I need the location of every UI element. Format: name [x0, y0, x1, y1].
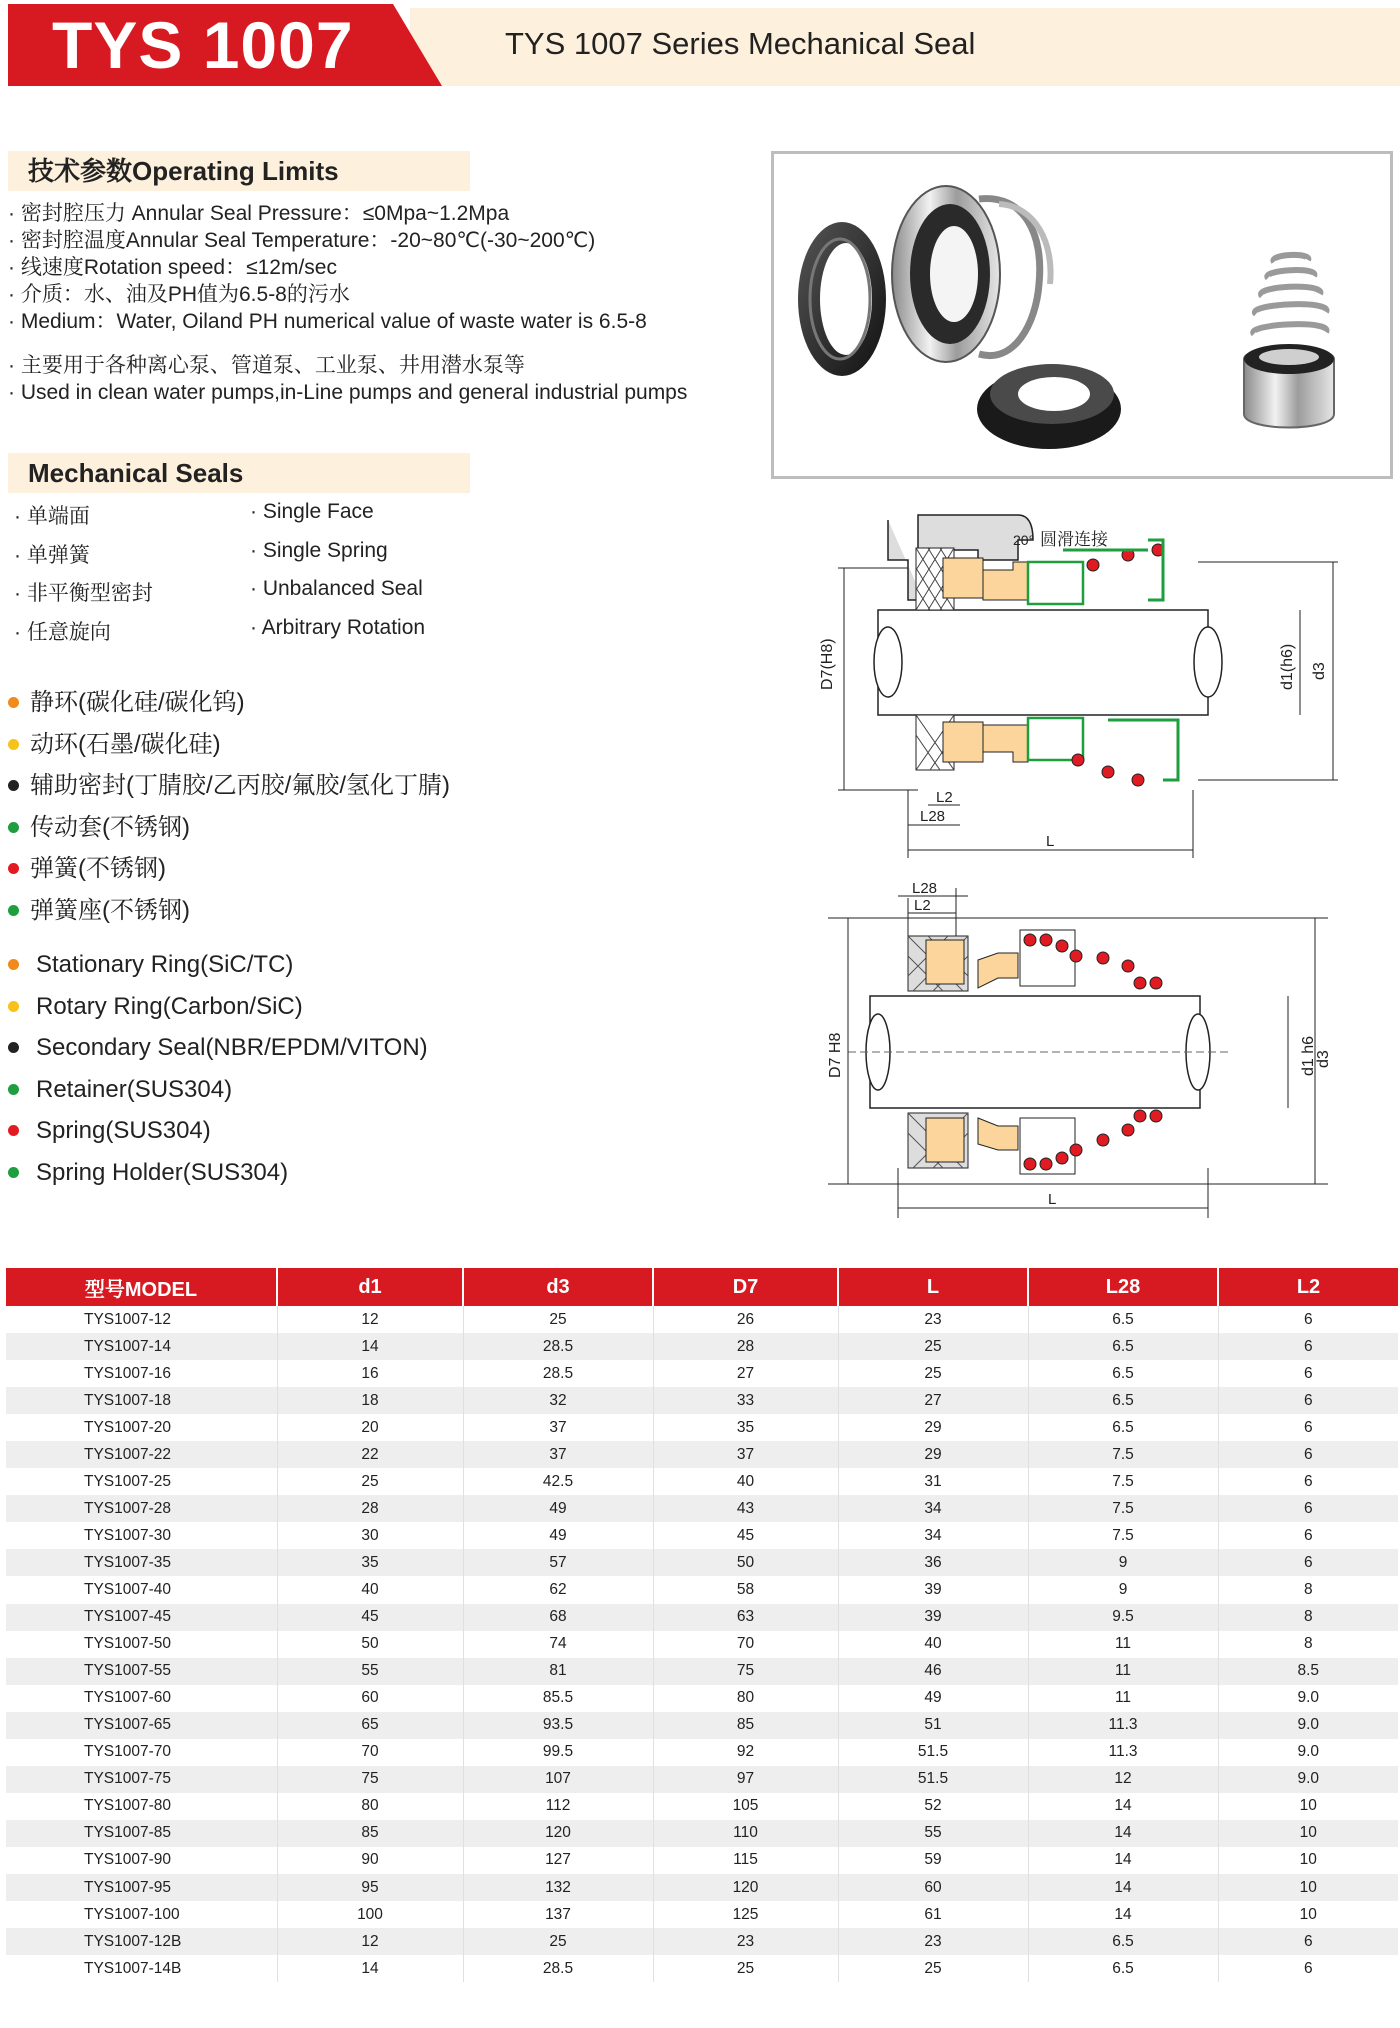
table-header-row — [6, 1268, 1398, 1306]
column-header-d3: d3 — [463, 1268, 653, 1306]
feature-row — [14, 539, 474, 578]
d1-label: d1(h6) — [1279, 643, 1296, 690]
l28-label: L28 — [920, 808, 946, 825]
table-cell: 137 — [463, 1901, 653, 1928]
table-cell: 6.5 — [1028, 1414, 1218, 1441]
table-cell: 39 — [838, 1576, 1028, 1603]
operating-limits-list — [8, 200, 647, 335]
table-cell: 75 — [653, 1658, 838, 1685]
table-cell: 50 — [653, 1549, 838, 1576]
d3-label: d3 — [1315, 1050, 1332, 1068]
table-cell: 25 — [838, 1360, 1028, 1387]
table-cell: 37 — [463, 1441, 653, 1468]
table-cell: 23 — [838, 1306, 1028, 1333]
table-cell: 22 — [277, 1441, 463, 1468]
table-cell: 25 — [463, 1306, 653, 1333]
table-cell: 125 — [653, 1901, 838, 1928]
d7-label: D7(H8) — [819, 638, 836, 690]
table-cell: 105 — [653, 1793, 838, 1820]
table-cell: 6 — [1218, 1495, 1398, 1522]
table-row — [6, 1333, 1398, 1360]
column-header-l2: L2 — [1218, 1268, 1398, 1306]
table-body — [6, 1306, 1398, 1982]
table-cell: 70 — [653, 1631, 838, 1658]
table-cell: 90 — [277, 1847, 463, 1874]
shaft — [878, 610, 1208, 715]
table-cell: 6.5 — [1028, 1333, 1218, 1360]
table-cell: 120 — [653, 1874, 838, 1901]
table-cell: 55 — [277, 1658, 463, 1685]
limit-temperature: · 密封腔温度Annular Seal Temperature：-20~80℃(-30~200℃) — [8, 229, 596, 252]
table-cell: 6 — [1303, 1418, 1313, 1436]
table-cell: 29 — [838, 1414, 1028, 1441]
section-drawing-1 — [808, 490, 1348, 865]
table-cell: 50 — [277, 1631, 463, 1658]
table-cell: 31 — [838, 1468, 1028, 1495]
l28-label: L28 — [912, 880, 938, 897]
secondary-seal-dot-icon — [8, 1042, 19, 1053]
table-cell: 6 — [1303, 1310, 1313, 1328]
table-cell: 85 — [277, 1820, 463, 1847]
retainer-dot-icon — [8, 1084, 19, 1095]
table-cell: 60 — [277, 1685, 463, 1712]
table-cell: TYS1007-50 — [6, 1631, 277, 1658]
table-cell: 49 — [838, 1685, 1028, 1712]
table-cell: 58 — [653, 1576, 838, 1603]
table-cell: 52 — [838, 1793, 1028, 1820]
table-row — [6, 1414, 1398, 1441]
table-cell: 9.0 — [1297, 1743, 1320, 1761]
table-cell: 127 — [463, 1847, 653, 1874]
table-cell: 14 — [1028, 1847, 1218, 1874]
table-cell: TYS1007-28 — [6, 1495, 277, 1522]
table-cell: 6 — [1218, 1928, 1398, 1955]
limit-medium-cn: · 介质：水、油及PH值为6.5-8的污水 — [8, 283, 350, 306]
table-row — [6, 1306, 1398, 1333]
column-header-d1: d1 — [277, 1268, 463, 1306]
table-row — [6, 1631, 1398, 1658]
table-cell: 11.3 — [1028, 1712, 1218, 1739]
feature-row — [14, 616, 474, 655]
table-cell: 30 — [277, 1522, 463, 1549]
limit-speed: · 线速度Rotation speed：≤12m/sec — [8, 256, 337, 279]
table-cell: 12 — [277, 1306, 463, 1333]
table-cell: TYS1007-60 — [6, 1685, 277, 1712]
table-cell: 57 — [463, 1549, 653, 1576]
table-cell: 74 — [463, 1631, 653, 1658]
table-row — [6, 1604, 1398, 1631]
operating-limits-heading: 技术参数Operating Limits — [8, 151, 470, 191]
table-cell: TYS1007-14B — [6, 1955, 277, 1982]
rotary-ring-dot-icon — [8, 739, 19, 750]
d7-label: D7 H8 — [827, 1032, 844, 1078]
table-row — [6, 1712, 1398, 1739]
model-title: TYS 1007 — [52, 8, 354, 82]
l2-label: L2 — [936, 789, 953, 806]
table-cell: 51.5 — [838, 1739, 1028, 1766]
table-cell: 107 — [463, 1766, 653, 1793]
l-label: L — [1048, 1191, 1057, 1208]
table-row — [6, 1549, 1398, 1576]
limit-pressure: · 密封腔压力 Annular Seal Pressure：≤0Mpa~1.2Mpa — [8, 202, 510, 225]
table-cell: 45 — [277, 1604, 463, 1631]
table-cell: 51.5 — [838, 1766, 1028, 1793]
table-cell: 115 — [653, 1847, 838, 1874]
column-header-d7: D7 — [653, 1268, 838, 1306]
table-cell: 6 — [1218, 1441, 1398, 1468]
table-cell: 80 — [653, 1685, 838, 1712]
table-cell: TYS1007-20 — [6, 1414, 277, 1441]
table-cell: 37 — [653, 1441, 838, 1468]
l2-label: L2 — [914, 897, 931, 914]
column-header-model: 型号MODEL — [6, 1268, 277, 1306]
table-row — [6, 1847, 1398, 1874]
rotary-ring-dot-icon — [8, 1001, 19, 1012]
table-cell: 14 — [1028, 1820, 1218, 1847]
table-cell: 6.5 — [1028, 1955, 1218, 1982]
table-cell: 28.5 — [463, 1360, 653, 1387]
table-cell: 6 — [1303, 1959, 1313, 1977]
table-row — [6, 1793, 1398, 1820]
table-cell: 36 — [838, 1549, 1028, 1576]
table-cell: 92 — [653, 1739, 838, 1766]
table-cell: 10 — [1218, 1874, 1398, 1901]
table-cell: 12 — [1028, 1766, 1218, 1793]
table-cell: 34 — [838, 1522, 1028, 1549]
table-cell: 23 — [653, 1928, 838, 1955]
table-cell: 27 — [838, 1387, 1028, 1414]
table-cell: TYS1007-90 — [6, 1847, 277, 1874]
table-cell: 29 — [838, 1441, 1028, 1468]
table-cell: 6 — [1303, 1472, 1313, 1490]
rotary-ring — [977, 364, 1121, 449]
secondary-seal-dot-icon — [8, 780, 19, 791]
feature-en: · Single Face — [250, 500, 374, 523]
table-cell: 6.5 — [1028, 1360, 1218, 1387]
table-cell: 6.5 — [1028, 1928, 1218, 1955]
spring-assembly — [1244, 255, 1334, 428]
seal-parts-illustration — [774, 154, 1390, 476]
table-cell: 6.5 — [1028, 1306, 1218, 1333]
table-cell: 59 — [838, 1847, 1028, 1874]
table-cell: 28.5 — [463, 1955, 653, 1982]
table-cell: 9.0 — [1218, 1766, 1398, 1793]
angle-note: 20° — [1013, 532, 1035, 548]
table-cell: 14 — [1028, 1901, 1218, 1928]
d3-label: d3 — [1311, 662, 1328, 680]
smooth-connection-note: 圆滑连接 — [1040, 530, 1108, 549]
table-row — [6, 1522, 1398, 1549]
table-cell: 28.5 — [463, 1333, 653, 1360]
feature-cn: · 非平衡型密封 — [14, 582, 153, 605]
table-cell: TYS1007-80 — [6, 1793, 277, 1820]
table-cell: 6 — [1218, 1549, 1398, 1576]
usage-en: · Used in clean water pumps,in-Line pumps and general industrial pumps — [8, 381, 688, 404]
feature-cn: · 单弹簧 — [14, 543, 90, 567]
table-cell: 11 — [1028, 1658, 1218, 1685]
feature-en: · Arbitrary Rotation — [250, 615, 426, 639]
table-cell: 7.5 — [1028, 1522, 1218, 1549]
table-cell: 40 — [277, 1576, 463, 1603]
usage-list — [8, 352, 687, 406]
table-cell: 14 — [1028, 1793, 1218, 1820]
table-row — [6, 1685, 1398, 1712]
table-cell: TYS1007-35 — [6, 1549, 277, 1576]
table-cell: 28 — [277, 1495, 463, 1522]
table-cell: 99.5 — [463, 1739, 653, 1766]
table-cell: TYS1007-25 — [6, 1468, 277, 1495]
table-cell: 132 — [463, 1874, 653, 1901]
table-cell: 8 — [1303, 1635, 1313, 1653]
table-cell: 63 — [653, 1604, 838, 1631]
table-cell: 33 — [653, 1387, 838, 1414]
table-cell: 85 — [653, 1712, 838, 1739]
table-row — [6, 1955, 1398, 1982]
table-cell: 25 — [277, 1468, 463, 1495]
table-cell: 9 — [1028, 1549, 1218, 1576]
table-cell: 43 — [653, 1495, 838, 1522]
table-cell: 9.0 — [1218, 1712, 1398, 1739]
table-cell: 8 — [1218, 1604, 1398, 1631]
table-cell: 32 — [463, 1387, 653, 1414]
table-cell: TYS1007-12 — [6, 1306, 277, 1333]
table-cell: 75 — [277, 1766, 463, 1793]
table-cell: 45 — [653, 1522, 838, 1549]
table-row — [6, 1576, 1398, 1603]
table-cell: 25 — [838, 1333, 1028, 1360]
table-cell: TYS1007-16 — [6, 1360, 277, 1387]
table-cell: 8 — [1303, 1580, 1313, 1598]
table-cell: 95 — [277, 1874, 463, 1901]
table-cell: 11 — [1028, 1631, 1218, 1658]
table-cell: 81 — [463, 1658, 653, 1685]
table-row — [6, 1495, 1398, 1522]
feature-row — [14, 577, 474, 616]
table-cell: 6.5 — [1028, 1387, 1218, 1414]
cross-section-diagram-1 — [808, 490, 1348, 865]
table-row — [6, 1739, 1398, 1766]
series-subtitle: TYS 1007 Series Mechanical Seal — [505, 26, 976, 61]
feature-cn: · 单端面 — [14, 505, 90, 528]
table-cell: 46 — [838, 1658, 1028, 1685]
table-cell: TYS1007-100 — [6, 1901, 277, 1928]
table-row — [6, 1928, 1398, 1955]
table-cell: 25 — [463, 1928, 653, 1955]
table-cell: 93.5 — [463, 1712, 653, 1739]
table-row — [6, 1901, 1398, 1928]
table-cell: 68 — [463, 1604, 653, 1631]
table-cell: 8.5 — [1218, 1658, 1398, 1685]
table-cell: 34 — [838, 1495, 1028, 1522]
table-row — [6, 1820, 1398, 1847]
table-cell: 100 — [277, 1901, 463, 1928]
stationary-ring-dot-icon — [8, 697, 19, 708]
feature-en: · Unbalanced Seal — [250, 577, 423, 600]
table-cell: 16 — [277, 1360, 463, 1387]
specification-table — [6, 1268, 1398, 1982]
table-cell: 10 — [1299, 1905, 1317, 1923]
section-drawing-2 — [808, 878, 1348, 1230]
table-cell: 6 — [1218, 1387, 1398, 1414]
table-cell: 60 — [838, 1874, 1028, 1901]
table-cell: 6 — [1303, 1526, 1313, 1544]
mechanical-seals-heading: Mechanical Seals — [8, 453, 470, 493]
d1-label: d1 h6 — [1300, 1035, 1317, 1076]
table-cell: 49 — [463, 1495, 653, 1522]
table-row — [6, 1387, 1398, 1414]
table-cell: TYS1007-75 — [6, 1766, 277, 1793]
table-row — [6, 1874, 1398, 1901]
table-cell: 7.5 — [1028, 1495, 1218, 1522]
stationary-ring-dot-icon — [8, 959, 19, 970]
seal-features — [14, 500, 474, 654]
table-cell: 23 — [838, 1928, 1028, 1955]
column-header-l: L — [838, 1268, 1028, 1306]
table-cell: 25 — [653, 1955, 838, 1982]
table-cell: TYS1007-65 — [6, 1712, 277, 1739]
l-label: L — [1046, 833, 1055, 850]
table-cell: 14 — [277, 1333, 463, 1360]
table-row — [6, 1658, 1398, 1685]
table-cell: TYS1007-70 — [6, 1739, 277, 1766]
usage-cn: · 主要用于各种离心泵、管道泵、工业泵、井用潜水泵等 — [8, 354, 525, 377]
table-cell: TYS1007-55 — [6, 1658, 277, 1685]
cross-section-diagram-2 — [808, 878, 1348, 1230]
limit-medium-en: · Medium：Water, Oiland PH numerical value of waste water is 6.5-8 — [8, 310, 647, 333]
table-cell: 20 — [277, 1414, 463, 1441]
table-cell: 6 — [1303, 1364, 1313, 1382]
table-cell: 9.5 — [1028, 1604, 1218, 1631]
table-cell: 40 — [653, 1468, 838, 1495]
table-cell: TYS1007-95 — [6, 1874, 277, 1901]
table-cell: 65 — [277, 1712, 463, 1739]
table-row — [6, 1360, 1398, 1387]
spring-holder-dot-icon — [8, 1167, 19, 1178]
table-cell: 120 — [463, 1820, 653, 1847]
table-cell: 70 — [277, 1739, 463, 1766]
table-cell: 35 — [653, 1414, 838, 1441]
table-cell: 9 — [1028, 1576, 1218, 1603]
table-cell: 14 — [277, 1955, 463, 1982]
table-cell: TYS1007-12B — [6, 1928, 277, 1955]
column-header-l28: L28 — [1028, 1268, 1218, 1306]
feature-cn: · 任意旋向 — [14, 620, 111, 644]
table-cell: 25 — [838, 1955, 1028, 1982]
table-cell: 14 — [1028, 1874, 1218, 1901]
table-cell: 110 — [653, 1820, 838, 1847]
table-cell: 10 — [1299, 1797, 1317, 1815]
table-cell: 35 — [277, 1549, 463, 1576]
table-cell: 61 — [838, 1901, 1028, 1928]
table-row — [6, 1766, 1398, 1793]
table-cell: 51 — [838, 1712, 1028, 1739]
table-cell: 6 — [1218, 1333, 1398, 1360]
seal-head-assembly — [892, 186, 1051, 362]
table-cell: 37 — [463, 1414, 653, 1441]
table-cell: 97 — [653, 1766, 838, 1793]
table-cell: TYS1007-18 — [6, 1387, 277, 1414]
table-cell: 49 — [463, 1522, 653, 1549]
table-cell: 28 — [653, 1333, 838, 1360]
table-cell: 40 — [838, 1631, 1028, 1658]
table-cell: 27 — [653, 1360, 838, 1387]
table-cell: TYS1007-14 — [6, 1333, 277, 1360]
table-cell: 112 — [463, 1793, 653, 1820]
spring-dot-icon — [8, 1125, 19, 1136]
table-cell: TYS1007-85 — [6, 1820, 277, 1847]
rubber-seat-ring — [798, 222, 886, 376]
feature-row — [14, 500, 474, 539]
table-cell: 10 — [1299, 1851, 1317, 1869]
table-cell: 11 — [1028, 1685, 1218, 1712]
feature-en: · Single Spring — [250, 538, 388, 562]
table-cell: 55 — [838, 1820, 1028, 1847]
table-cell: 80 — [277, 1793, 463, 1820]
spring-holder-dot-icon — [8, 905, 19, 916]
table-cell: 9.0 — [1297, 1689, 1320, 1707]
spring-dot-icon — [8, 863, 19, 874]
table-cell: 7.5 — [1028, 1441, 1218, 1468]
table-cell: 10 — [1218, 1820, 1398, 1847]
table-cell: 39 — [838, 1604, 1028, 1631]
retainer-dot-icon — [8, 822, 19, 833]
table-cell: 42.5 — [463, 1468, 653, 1495]
table-cell: 85.5 — [463, 1685, 653, 1712]
table-row — [6, 1441, 1398, 1468]
product-photo — [771, 151, 1393, 479]
table-cell: 11.3 — [1028, 1739, 1218, 1766]
table-cell: 18 — [277, 1387, 463, 1414]
table-cell: 7.5 — [1028, 1468, 1218, 1495]
table-cell: 26 — [653, 1306, 838, 1333]
table-cell: TYS1007-30 — [6, 1522, 277, 1549]
table-cell: TYS1007-45 — [6, 1604, 277, 1631]
table-cell: TYS1007-40 — [6, 1576, 277, 1603]
table-cell: 62 — [463, 1576, 653, 1603]
page-header — [0, 0, 1400, 88]
table-cell: 12 — [277, 1928, 463, 1955]
table-cell: TYS1007-22 — [6, 1441, 277, 1468]
table-row — [6, 1468, 1398, 1495]
